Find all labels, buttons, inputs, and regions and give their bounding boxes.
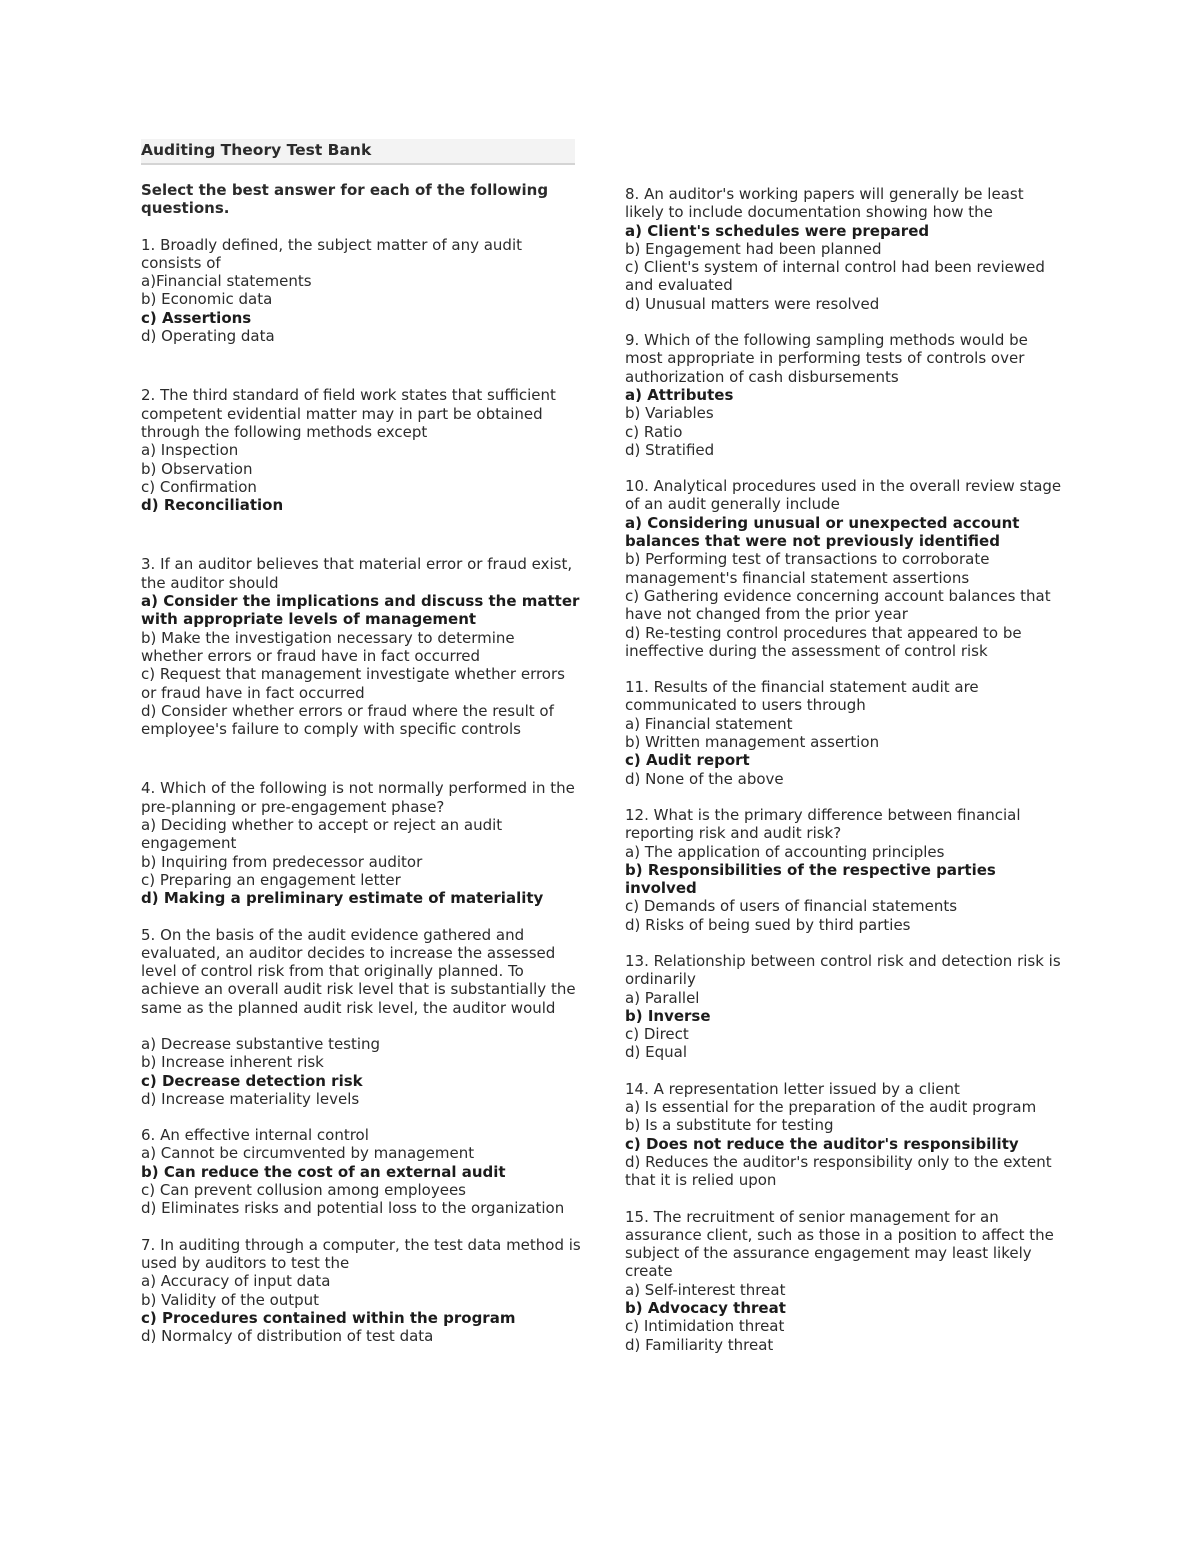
question-stem: 5. On the basis of the audit evidence gathered and evaluated, an auditor decides to increase the assessed level of control risk from that originally planned. To achieve an overall audit risk level that is substantially the same as the planned audit risk level, the auditor would (141, 925, 576, 1017)
option-c: c) Confirmation (141, 477, 257, 496)
option-b-answer: b) Can reduce the cost of an external audit (141, 1162, 506, 1181)
question-11 (625, 678, 1065, 788)
option-d: d) Equal (625, 1043, 688, 1062)
left-column (141, 139, 581, 1345)
option-b: b) Validity of the output (141, 1290, 320, 1309)
question-4 (141, 779, 581, 907)
option-a-answer: a) Considering unusual or unexpected account balances that were not previously identified (625, 513, 1020, 551)
option-d: d) Reduces the auditor's responsibility only to the extent that it is relied upon (625, 1152, 1052, 1190)
option-b: b) Engagement had been planned (625, 239, 882, 258)
option-d: d) Eliminates risks and potential loss to the organization (141, 1199, 565, 1218)
question-7 (141, 1236, 581, 1346)
question-stem: 12. What is the primary difference between financial reporting risk and audit risk? (625, 805, 1021, 843)
option-b: b) Inquiring from predecessor auditor (141, 852, 423, 871)
option-a: a) Decrease substantive testing (141, 1034, 381, 1053)
option-a-answer: a) Consider the implications and discuss the matter with appropriate levels of management (141, 592, 580, 629)
option-a: a) Inspection (141, 441, 239, 460)
option-d: d) Consider whether errors or fraud where the result of employee's failure to comply with specific controls (141, 701, 554, 739)
option-c: c) Can prevent collusion among employees (141, 1181, 466, 1200)
question-8 (625, 185, 1065, 313)
option-b: b) Is a substitute for testing (625, 1116, 834, 1135)
option-c-answer: c) Procedures contained within the program (141, 1308, 516, 1327)
option-d: d) Stratified (625, 440, 715, 459)
question-stem: 11. Results of the financial statement audit are communicated to users through (625, 678, 979, 715)
option-b-answer: b) Inverse (625, 1006, 711, 1025)
document-title: Auditing Theory Test Bank (141, 139, 575, 165)
option-c: c) Demands of users of financial statements (625, 897, 958, 916)
question-9 (625, 331, 1065, 459)
option-c: c) Ratio (625, 422, 683, 441)
question-stem: 10. Analytical procedures used in the overall review stage of an audit generally include (625, 477, 1062, 514)
option-b: b) Written management assertion (625, 733, 880, 752)
option-d-answer: d) Making a preliminary estimate of materiality (141, 889, 544, 908)
option-c: c) Gathering evidence concerning account balances that have not changed from the prior year (625, 586, 1051, 624)
option-b: b) Make the investigation necessary to determine whether errors or fraud have in fact occurred (141, 628, 515, 665)
question-stem: 1. Broadly defined, the subject matter of any audit consists of (141, 235, 522, 272)
option-d: d) None of the above (625, 769, 784, 788)
option-c-answer: c) Assertions (141, 308, 252, 327)
option-a-answer: a) Attributes (625, 385, 734, 404)
option-c: c) Intimidation threat (625, 1317, 785, 1336)
option-b: b) Increase inherent risk (141, 1053, 324, 1072)
option-c: c) Preparing an engagement letter (141, 870, 401, 889)
option-b-answer: b) Advocacy threat (625, 1299, 786, 1318)
question-stem: 7. In auditing through a computer, the test data method is used by auditors to test the (141, 1235, 581, 1272)
option-b-answer: b) Responsibilities of the respective parties involved (625, 860, 996, 898)
option-d: d) Risks of being sued by third parties (625, 915, 911, 934)
question-6 (141, 1126, 581, 1217)
option-d: d) Normalcy of distribution of test data (141, 1327, 434, 1346)
option-b: b) Observation (141, 459, 253, 478)
option-d-answer: d) Reconciliation (141, 496, 284, 515)
question-1 (141, 236, 581, 346)
question-stem: 13. Relationship between control risk and detection risk is ordinarily (625, 951, 1061, 989)
question-5 (141, 926, 581, 1109)
question-2 (141, 386, 581, 514)
option-a: a) Accuracy of input data (141, 1272, 331, 1291)
question-stem: 8. An auditor's working papers will generally be least likely to include documentation showing how the (625, 185, 1024, 222)
question-stem: 3. If an auditor believes that material error or fraud exist, the auditor should (141, 555, 573, 592)
question-stem: 14. A representation letter issued by a client (625, 1079, 960, 1098)
option-a: a)Financial statements (141, 272, 312, 291)
option-c-answer: c) Audit report (625, 751, 750, 770)
question-3 (141, 555, 581, 738)
question-stem: 15. The recruitment of senior management for an assurance client, such as those in a position to affect the subject of the assurance engagement may least likely create (625, 1207, 1054, 1281)
option-d: d) Unusual matters were resolved (625, 294, 880, 313)
option-a: a) Parallel (625, 988, 700, 1007)
option-a: a) Cannot be circumvented by management (141, 1144, 475, 1163)
option-b: b) Economic data (141, 290, 273, 309)
option-a: a) Self-interest threat (625, 1280, 786, 1299)
option-d: d) Familiarity threat (625, 1335, 774, 1354)
option-a-answer: a) Client's schedules were prepared (625, 221, 930, 240)
option-d: d) Re-testing control procedures that appeared to be ineffective during the assessment of control risk (625, 623, 1022, 660)
option-c: c) Direct (625, 1025, 689, 1044)
instructions: Select the best answer for each of the following questions. (141, 181, 549, 218)
question-13 (625, 952, 1065, 1062)
option-d: d) Increase materiality levels (141, 1089, 360, 1108)
option-c-answer: c) Decrease detection risk (141, 1071, 363, 1090)
question-stem: 9. Which of the following sampling methods would be most appropriate in performing tests of controls over authorization of cash disbursements (625, 331, 1028, 386)
option-c: c) Request that management investigate whether errors or fraud have in fact occurred (141, 665, 565, 702)
right-column (625, 185, 1065, 1354)
option-d: d) Operating data (141, 327, 275, 346)
option-b: b) Performing test of transactions to corroborate management's financial statement assertions (625, 550, 990, 587)
question-14 (625, 1080, 1065, 1190)
question-12 (625, 806, 1065, 934)
option-c: c) Client's system of internal control had been reviewed and evaluated (625, 258, 1045, 295)
option-c-answer: c) Does not reduce the auditor's responsibility (625, 1134, 1019, 1153)
option-a: a) Deciding whether to accept or reject an audit engagement (141, 816, 503, 853)
question-10 (625, 477, 1065, 660)
question-stem: 4. Which of the following is not normally performed in the pre-planning or pre-engagement phase? (141, 779, 575, 816)
option-a: a) Is essential for the preparation of the audit program (625, 1098, 1037, 1117)
question-15 (625, 1208, 1065, 1354)
question-stem: 2. The third standard of field work states that sufficient competent evidential matter may in part be obtained through the following methods except (141, 386, 556, 441)
question-stem: 6. An effective internal control (141, 1126, 369, 1145)
option-a: a) Financial statement (625, 714, 793, 733)
option-a: a) The application of accounting principles (625, 842, 945, 861)
option-b: b) Variables (625, 404, 714, 423)
